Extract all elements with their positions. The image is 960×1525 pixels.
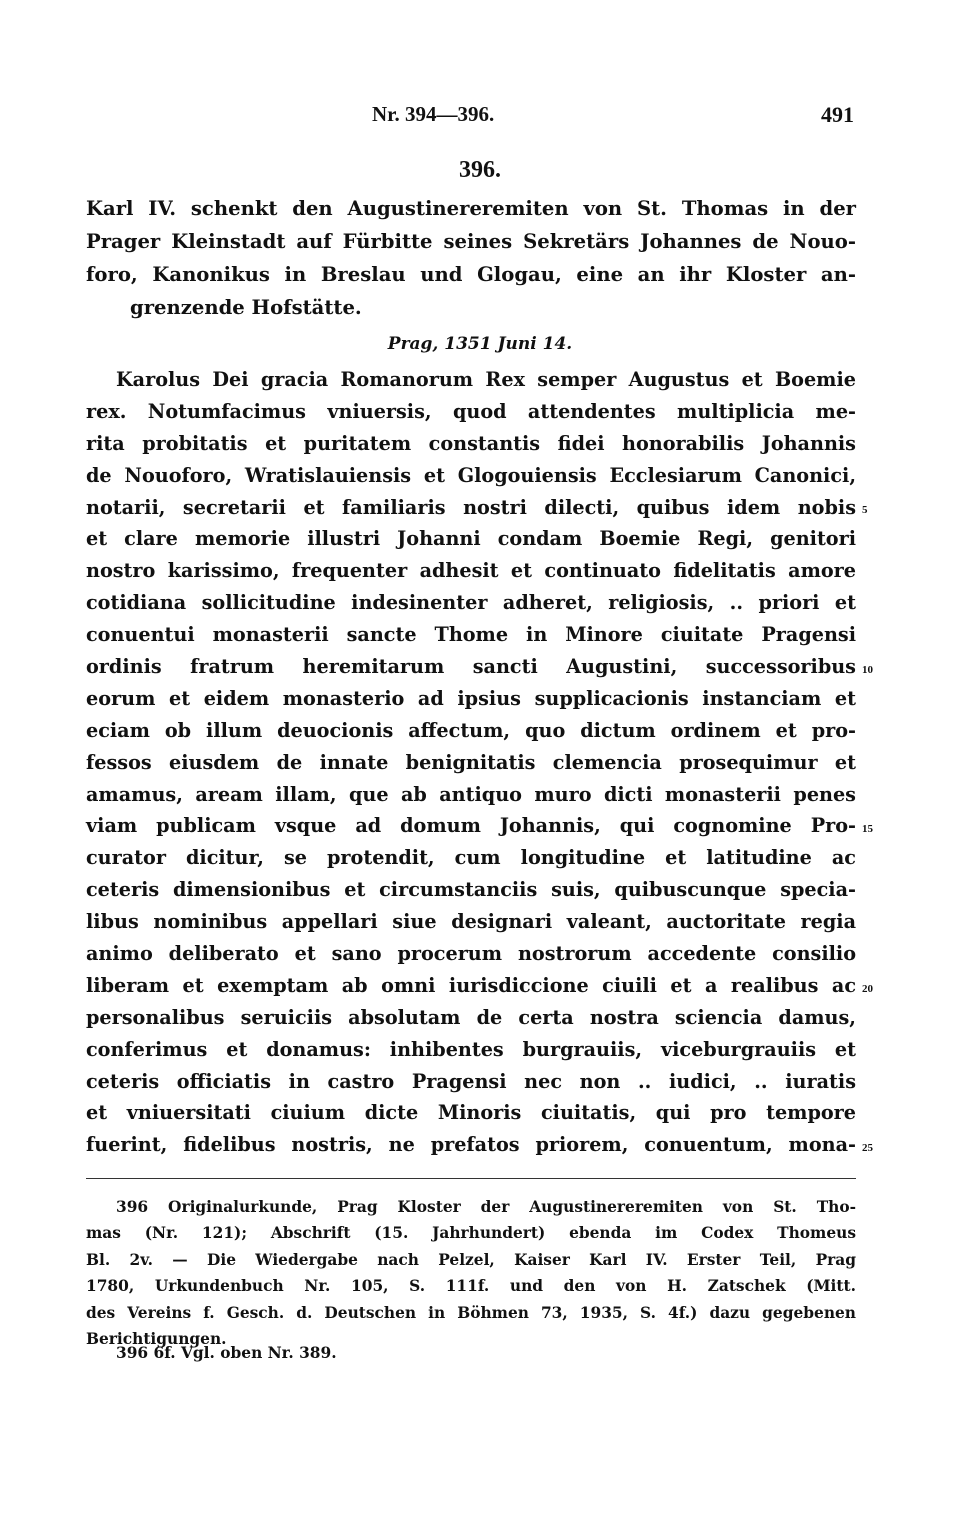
footnote-line: 1780, Urkundenbuch Nr. 105, S. 111f. und den von H. Zatschek (Mitt.: [86, 1277, 856, 1296]
text-line: fessos eiusdem de innate benignitatis clemencia prosequimur et: [86, 750, 856, 774]
line-number-20: 20: [862, 983, 873, 995]
text-line: notarii, secretarii et familiaris nostri dilecti, quibus idem nobis: [86, 495, 856, 519]
text-line: Karolus Dei gracia Romanorum Rex semper Augustus et Boemie: [116, 368, 856, 391]
text-line: ceteris officiatis in castro Pragensi nec non .. iudici, .. iuratis: [86, 1069, 856, 1093]
footnote-line: 396 Originalurkunde, Prag Kloster der Augustinereremiten von St. Tho-: [116, 1198, 856, 1216]
footnote-divider: [86, 1178, 856, 1179]
text-line: rita probitatis et puritatem constantis fidei honorabilis Johannis: [86, 431, 856, 455]
text-line: amamus, aream illam, que ab antiquo muro dicti monasterii penes: [86, 782, 856, 806]
line-number-10: 10: [862, 664, 873, 676]
text-line: et vniuersitati ciuium dicte Minoris ciuitatis, qui pro tempore: [86, 1101, 856, 1125]
footnote-line: des Vereins f. Gesch. d. Deutschen in Böhmen 73, 1935, S. 4f.) dazu gegebenen: [86, 1303, 856, 1322]
regest-line: grenzende Hofstätte.: [130, 296, 362, 319]
document-number: 396.: [459, 157, 501, 183]
text-line: conferimus et donamus: inhibentes burgrauiis, viceburgrauiis et: [86, 1037, 856, 1061]
text-line: rex. Notumfacimus vniuersis, quod attendentes multiplicia me-: [86, 399, 856, 423]
regest: [86, 192, 856, 324]
critical-apparatus: [86, 1194, 856, 1352]
regest-line: Karl IV. schenkt den Augustinereremiten von St. Thomas in der: [86, 197, 856, 220]
footnote-line: Bl. 2v. — Die Wiedergabe nach Pelzel, Kaiser Karl IV. Erster Teil, Prag: [86, 1250, 856, 1269]
text-line: et clare memorie illustri Johanni condam Boemie Regi, genitori: [86, 527, 856, 551]
line-number-5: 5: [862, 504, 868, 516]
text-line: liberam et exemptam ab omni iurisdiccione ciuili et a realibus ac: [86, 973, 856, 997]
text-line: fuerint, fidelibus nostris, ne prefatos priorem, conuentum, mona-: [86, 1133, 856, 1157]
text-line: de Nouoforo, Wratislauiensis et Glogouiensis Ecclesiarum Canonici,: [86, 463, 856, 487]
text-line: eorum et eidem monasterio ad ipsius supplicacionis instanciam et: [86, 686, 856, 710]
footnote-line: mas (Nr. 121); Abschrift (15. Jahrhundert) ebenda im Codex Thomeus: [86, 1224, 856, 1243]
regest-line: Prager Kleinstadt auf Fürbitte seines Sekretärs Johannes de Nouo-: [86, 230, 856, 253]
text-line: conuentui monasterii sancte Thome in Minore ciuitate Pragensi: [86, 623, 856, 647]
text-line: ceteris dimensionibus et circumstanciis suis, quibuscunque specia-: [86, 878, 856, 902]
charter-text: [86, 364, 856, 1161]
page-number: 491: [821, 102, 854, 127]
footnote-line: Berichtigungen.: [86, 1329, 227, 1348]
line-number-25: 25: [862, 1142, 873, 1154]
text-line: eciam ob illum deuocionis affectum, quo dictum ordinem et pro-: [86, 718, 856, 742]
text-line: nostro karissimo, frequenter adhesit et continuato fidelitatis amore: [86, 559, 856, 583]
running-head: [84, 102, 854, 132]
running-head-pages: Nr. 394—396.: [372, 102, 495, 126]
text-line: ordinis fratrum heremitarum sancti Augustini, successoribus: [86, 655, 856, 679]
text-line: animo deliberato et sano procerum nostrorum accedente consilio: [86, 942, 856, 966]
date-line: Prag, 1351 Juni 14.: [387, 334, 573, 354]
line-number-15: 15: [862, 823, 873, 835]
text-line: curator dicitur, se protendit, cum longitudine et latitudine ac: [86, 846, 856, 870]
text-line: personalibus seruiciis absolutam de certa nostra sciencia damus,: [86, 1005, 856, 1029]
text-line: libus nominibus appellari siue designari valeant, auctoritate regia: [86, 910, 856, 934]
regest-line: foro, Kanonikus in Breslau und Glogau, eine an ihr Kloster an-: [86, 263, 856, 286]
commentary-note: 396 6f. Vgl. oben Nr. 389.: [116, 1344, 337, 1362]
text-line: viam publicam vsque ad domum Johannis, qui cognomine Pro-: [86, 814, 856, 838]
text-line: cotidiana sollicitudine indesinenter adheret, religiosis, .. priori et: [86, 591, 856, 615]
